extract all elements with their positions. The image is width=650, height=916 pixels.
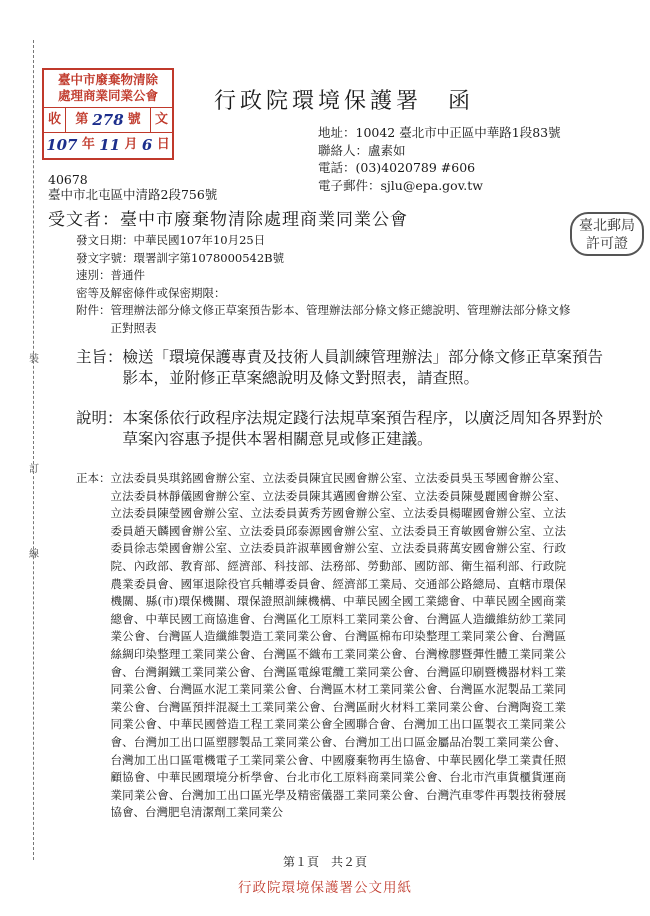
stamp-receipt-number-cell [66, 108, 151, 132]
sender-address: 地址：10042 臺北市中正區中華路1段83號 [318, 125, 561, 140]
attachments-text: 管理辦法部分條文修正草案預告影本、管理辦法部分條文修正總說明、管理辦法部分條文修正對照表 [110, 303, 571, 335]
sender-email: 電子郵件：sjlu@epa.gov.tw [318, 177, 483, 193]
stamp-year-unit: 年 [81, 137, 95, 152]
stamp-date-row [44, 133, 172, 157]
issue-date: 發文日期：中華民國107年10月25日 [76, 233, 266, 247]
stamp-receipt-suffix: 號 [127, 112, 141, 127]
document-meta [76, 232, 576, 337]
recipient-postal-code: 40678 [48, 172, 88, 187]
page-number: 第１頁 共２頁 [282, 855, 367, 869]
sender-contact: 聯絡人：盧素如 [318, 142, 406, 158]
subject-text: 檢送「環境保護專責及技術人員訓練管理辦法」部分條文修正草案預告影本，並附修正草案總說明及條文對照表，請查照。 [122, 348, 604, 387]
paper-label: 行政院環境保護署公文用紙 [238, 880, 412, 896]
stamp-receipt-row [44, 108, 172, 133]
classification: 密等及解密條件或保密期限： [76, 285, 226, 300]
subject-section [76, 347, 606, 389]
document-number: 發文字號：環署訓字第1078000542B號 [76, 250, 285, 265]
seal-line1: 臺北郵局 [579, 218, 635, 234]
copies-section [76, 470, 566, 822]
recipient-name: 受文者：臺中市廢棄物清除處理商業同業公會 [48, 210, 408, 230]
delivery-speed: 速別：普通件 [76, 268, 145, 282]
stamp-org-line1: 臺中市廢棄物清除 [57, 72, 158, 87]
stamp-receipt-label: 收 [44, 108, 66, 132]
subject-label: 主旨： [76, 348, 123, 366]
seal-line2: 許可證 [586, 236, 628, 252]
sender-phone: 電話：(03)4020789 #606 [318, 160, 476, 175]
stamp-year: 107 [46, 136, 78, 154]
explanation-text: 本案係依行政程序法規定踐行法規草案預告程序，以廣泛周知各界對於草案內容惠予提供本署相關意見或修正建議。 [122, 409, 604, 448]
stamp-receipt-word: 第 [75, 112, 89, 127]
sender-info [318, 124, 561, 194]
binding-line [33, 40, 35, 860]
explanation-label: 說明： [76, 409, 123, 427]
stamp-receipt-type: 文 [154, 112, 168, 127]
binding-char-mid: 訂 [29, 464, 39, 475]
binding-char-top: 裝 [29, 354, 39, 365]
stamp-month: 11 [99, 136, 121, 154]
stamp-org-line2: 處理商業同業公會 [57, 88, 158, 103]
attachments [76, 302, 576, 337]
stamp-organization [44, 70, 172, 108]
receipt-stamp [42, 68, 174, 160]
stamp-day-unit: 日 [156, 137, 170, 152]
copies-label: 正本： [76, 471, 111, 485]
document-title: 行政院環境保護署 函 [214, 89, 475, 114]
explanation-section [76, 408, 606, 450]
attachments-label: 附件： [76, 303, 111, 317]
stamp-receipt-number: 278 [92, 111, 124, 129]
copies-text: 立法委員吳琪銘國會辦公室、立法委員陳宜民國會辦公室、立法委員吳玉琴國會辦公室、立法委員林靜儀國會辦公室、立法委員陳其邁國會辦公室、立法委員陳曼麗國會辦公室、立法委員陳瑩國會辦公室、立法委員黃秀芳國會辦公室、立法委員楊曜國會辦公室、立法委員趙天麟國會辦公室、立法委員邱泰源國會辦公室、立法委員王育敏國會辦公室、立法委員徐志榮國會辦公室、立法委員許淑華國會辦公室、立法委員蔣萬安國會辦公室、行政院、內政部、教育部、經濟部、科技部、法務部、勞動部、國防部、衛生福利部、行政院農業委員會、國軍退除役官兵輔導委員會、經濟部工業局、交通部公路總局、直轄市環保機關、縣(市)環保機關、環保證照訓練機構、中華民國全國工業總會、中華民國全國商業總會、中華民國工商協進會、台灣區化工原料工業同業公會、台灣區人造纖維紡紗工業同業公會、台灣區人造纖維製造工業同業公會、台灣區棉布印染整理工業同業公會、台灣區絲綢印染整理工業同業公會、台灣區不織布工業同業公會、台灣橡膠暨彈性體工業同業公會、台灣鋼鐵工業同業公會、台灣區電線電纜工業同業公會、台灣區印刷暨機器材料工業同業公會、台灣區水泥工業同業公會、台灣區木材工業同業公會、台灣區水泥製品工業同業公會、台灣區預拌混凝土工業同業公會、台灣區耐火材料工業同業公會、台灣陶瓷工業同業公會、中華民國營造工程工業同業公會全國聯合會、台灣加工出口區製衣工業同業公會、台灣加工出口區塑膠製品工業同業公會、台灣加工出口區金屬品冶製工業同業公會、台灣加工出口區電機電子工業同業公會、中國廢棄物再生協會、中華民國化學工業責任照顧協會、中華民國環境分析學會、台北市化工原料商業同業公會、台北市汽車貨櫃貨運商業同業公會、台灣加工出口區光學及精密儀器工業同業公會、台灣汽車零件再製技術發展協會、台灣肥皂清潔劑工業同業公 [110, 471, 566, 820]
postal-permit-seal [570, 212, 644, 256]
recipient-address: 臺中市北屯區中清路2段756號 [48, 187, 218, 202]
stamp-month-unit: 月 [124, 137, 138, 152]
recipient-address-block [48, 172, 217, 202]
stamp-day: 6 [141, 136, 153, 154]
binding-char-bottom: 線 [29, 549, 39, 560]
